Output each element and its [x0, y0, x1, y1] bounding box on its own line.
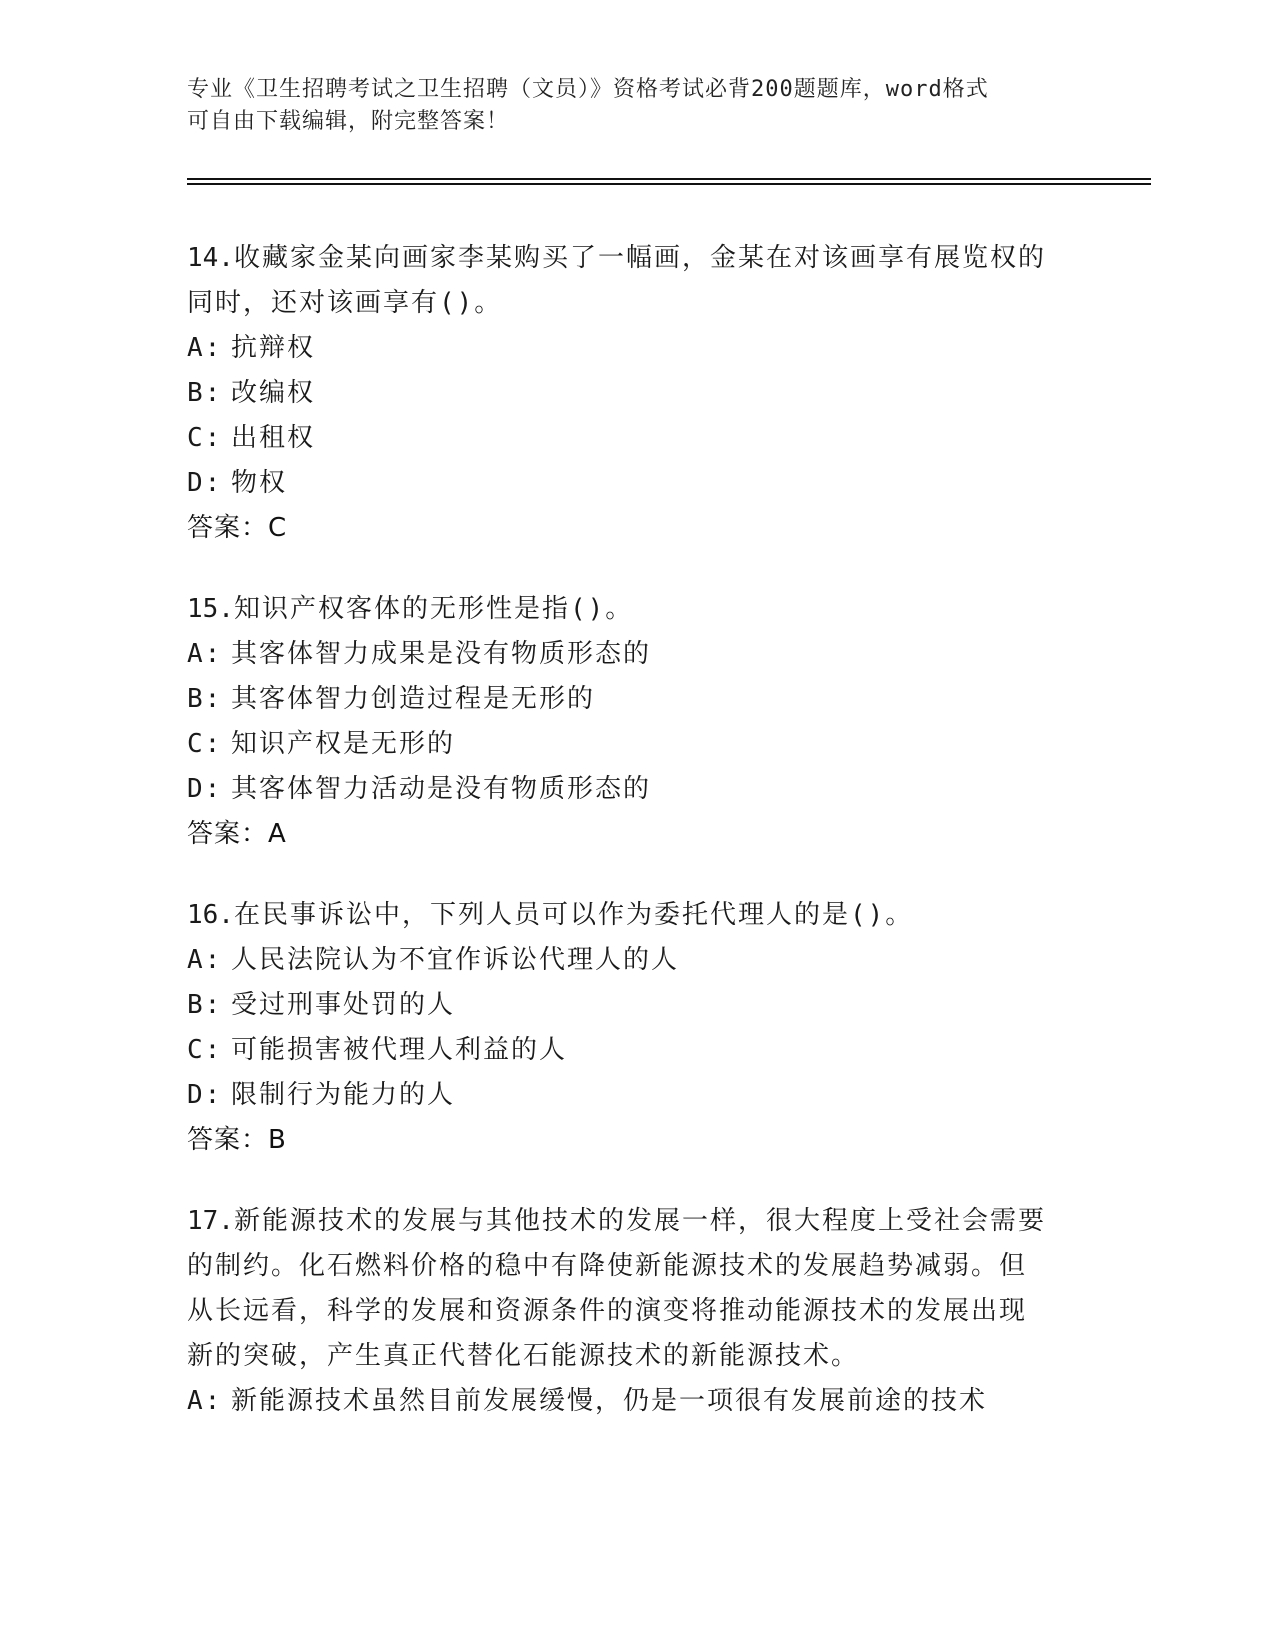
option-b: [187, 371, 1087, 416]
option-c: [187, 1028, 1087, 1073]
option-key: A:: [187, 1386, 223, 1416]
option-a: [187, 326, 1087, 371]
answer-value: B: [268, 1125, 287, 1155]
answer-line: [187, 506, 1087, 551]
option-key: C:: [187, 423, 223, 453]
question-text-line: 知识产权客体的无形性是指()。: [233, 594, 634, 624]
answer-label: 答案：: [187, 1125, 269, 1155]
option-key: B:: [187, 378, 223, 408]
question-text-line: 同时，还对该画享有()。: [187, 288, 503, 318]
question-stem: [187, 236, 1087, 326]
question-15: [187, 587, 1087, 857]
answer-label: 答案：: [187, 819, 269, 849]
option-key: D:: [187, 774, 223, 804]
question-text-line: 的制约。化石燃料价格的稳中有降使新能源技术的发展趋势减弱。但: [187, 1251, 1028, 1281]
question-stem: [187, 893, 1087, 938]
header-line-2: 可自由下载编辑，附完整答案！: [187, 109, 510, 134]
question-stem: [187, 587, 1087, 632]
option-text: 其客体智力创造过程是无形的: [231, 684, 596, 714]
option-d: [187, 767, 1087, 812]
question-text-line: 从长远看，科学的发展和资源条件的演变将推动能源技术的发展出现: [187, 1296, 1028, 1326]
option-text: 改编权: [231, 378, 316, 408]
question-number: 15.: [187, 594, 234, 624]
option-key: B:: [187, 990, 223, 1020]
answer-value: C: [268, 513, 288, 543]
header-divider-bottom: [187, 183, 1151, 185]
option-key: A:: [187, 945, 223, 975]
document-header: [187, 74, 1067, 138]
question-text-line: 在民事诉讼中，下列人员可以作为委托代理人的是()。: [233, 900, 914, 930]
question-text-line: 新的突破，产生真正代替化石能源技术的新能源技术。: [187, 1341, 860, 1371]
option-text: 物权: [231, 468, 288, 498]
option-a: [187, 632, 1087, 677]
option-key: C:: [187, 1035, 223, 1065]
option-text: 出租权: [231, 423, 316, 453]
option-b: [187, 677, 1087, 722]
option-d: [187, 461, 1087, 506]
option-text: 知识产权是无形的: [231, 729, 456, 759]
option-key: C:: [187, 729, 223, 759]
option-key: B:: [187, 684, 223, 714]
question-stem: [187, 1199, 1087, 1379]
question-number: 17.: [187, 1206, 234, 1236]
answer-label: 答案：: [187, 513, 269, 543]
question-number: 14.: [187, 243, 234, 273]
question-14: [187, 236, 1087, 551]
option-text: 人民法院认为不宜作诉讼代理人的人: [231, 945, 680, 975]
question-list: [187, 236, 1087, 1460]
question-number: 16.: [187, 900, 234, 930]
question-text-line: 新能源技术的发展与其他技术的发展一样，很大程度上受社会需要: [233, 1206, 1046, 1236]
option-a: [187, 938, 1087, 983]
question-text-line: 收藏家金某向画家李某购买了一幅画，金某在对该画享有展览权的: [233, 243, 1046, 273]
option-text: 新能源技术虽然目前发展缓慢，仍是一项很有发展前途的技术: [231, 1386, 988, 1416]
option-text: 受过刑事处罚的人: [231, 990, 456, 1020]
option-text: 限制行为能力的人: [231, 1080, 456, 1110]
option-text: 抗辩权: [231, 333, 316, 363]
option-d: [187, 1073, 1087, 1118]
option-c: [187, 722, 1087, 767]
header-divider-top: [187, 178, 1151, 180]
header-line-1: 专业《卫生招聘考试之卫生招聘（文员）》资格考试必背200题题库，word格式: [187, 77, 989, 102]
option-text: 可能损害被代理人利益的人: [231, 1035, 568, 1065]
answer-value: A: [268, 819, 287, 849]
option-key: A:: [187, 333, 223, 363]
option-key: A:: [187, 639, 223, 669]
option-text: 其客体智力活动是没有物质形态的: [231, 774, 652, 804]
option-text: 其客体智力成果是没有物质形态的: [231, 639, 652, 669]
option-key: D:: [187, 1080, 223, 1110]
option-a: [187, 1379, 1087, 1424]
option-key: D:: [187, 468, 223, 498]
answer-line: [187, 812, 1087, 857]
option-b: [187, 983, 1087, 1028]
answer-line: [187, 1118, 1087, 1163]
question-17: [187, 1199, 1087, 1424]
option-c: [187, 416, 1087, 461]
question-16: [187, 893, 1087, 1163]
